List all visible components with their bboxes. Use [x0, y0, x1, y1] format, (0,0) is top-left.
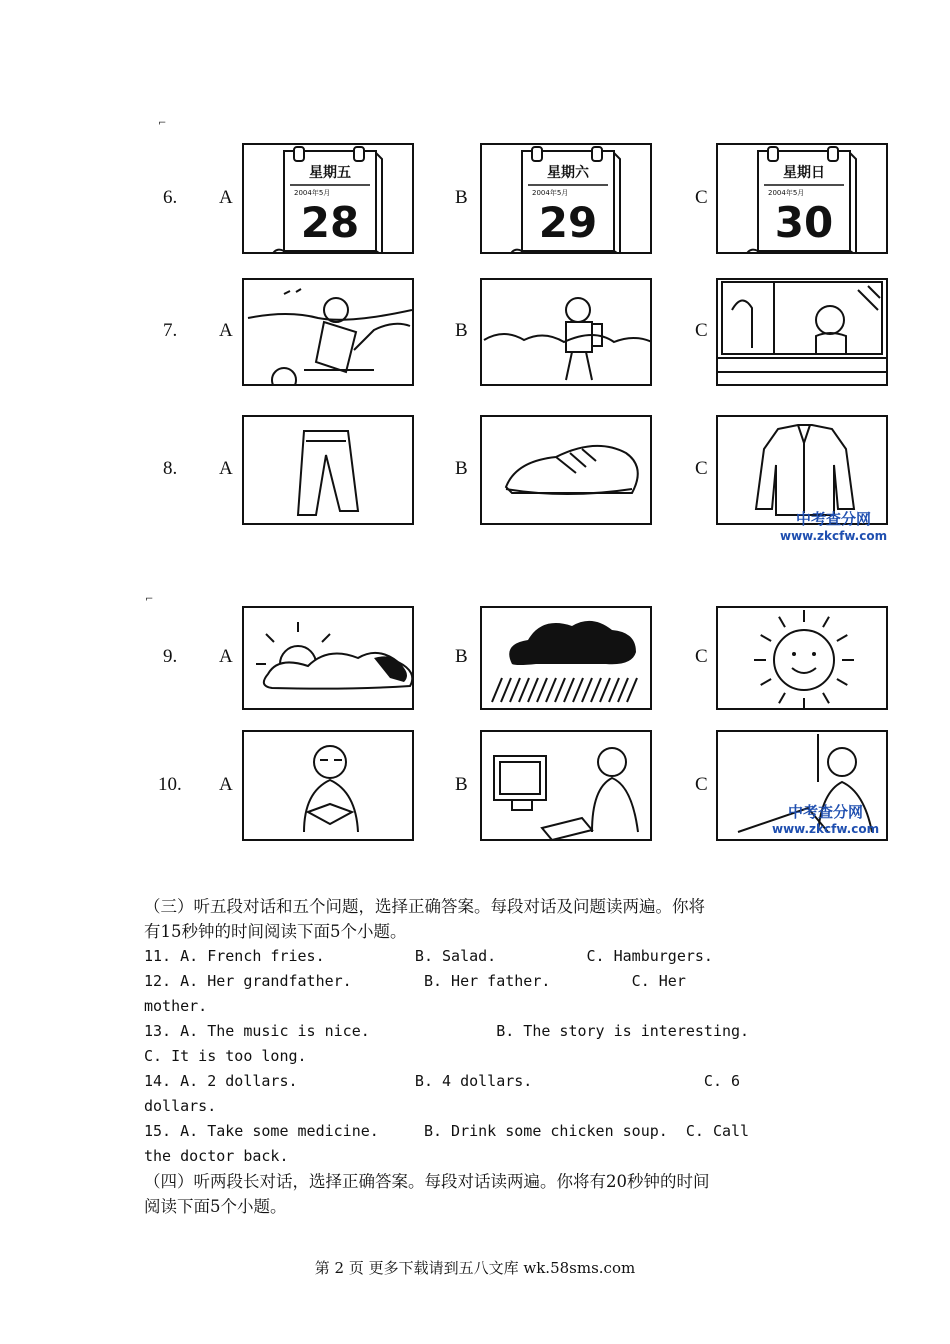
calendar-weekday: 星期六	[547, 165, 589, 181]
question-15-cont: the doctor back.	[144, 1147, 289, 1165]
calendar-month: 2004年5月	[294, 189, 331, 197]
calendar-weekday: 星期日	[783, 165, 825, 181]
option-letter: B	[455, 186, 468, 208]
section-4-intro-line: 阅读下面5个小题。	[144, 1197, 287, 1216]
option-letter: C	[695, 646, 708, 667]
corner-mark-mid: ⌐	[145, 594, 154, 605]
option-picture-calendar	[242, 143, 414, 254]
option-letter: A	[219, 458, 233, 479]
option-letter: A	[219, 320, 233, 341]
question-number: 7.	[163, 320, 178, 341]
question-14: 14. A. 2 dollars. B. 4 dollars. C. 6	[144, 1072, 741, 1090]
calendar-day: 30	[774, 198, 834, 247]
option-picture-calendar	[480, 143, 652, 254]
option-picture-sun-cloud	[242, 606, 414, 710]
option-letter: B	[455, 458, 468, 479]
question-number: 9.	[163, 646, 178, 667]
corner-mark-top: ⌐	[158, 118, 167, 129]
option-picture-boy-walk	[480, 278, 652, 386]
question-number: 6.	[163, 186, 178, 208]
question-13: 13. A. The music is nice. B. The story is interesting.	[144, 1022, 750, 1040]
option-letter: C	[695, 186, 708, 208]
option-letter: B	[455, 320, 468, 341]
option-letter: C	[695, 773, 708, 795]
question-13-cont: C. It is too long.	[144, 1047, 307, 1065]
option-picture-sun	[716, 606, 888, 710]
question-12: 12. A. Her grandfather. B. Her father. C. Her	[144, 972, 686, 990]
option-picture-shoes	[480, 415, 652, 525]
calendar-day: 28	[300, 198, 360, 247]
calendar-weekday: 星期五	[309, 165, 351, 181]
section-3-intro-line: （三）听五段对话和五个问题，选择正确答案。每段对话及问题读两遍。你将	[144, 897, 705, 916]
option-letter: A	[219, 773, 233, 795]
option-picture-computer	[480, 730, 652, 841]
calendar-day: 29	[538, 198, 598, 247]
question-15: 15. A. Take some medicine. B. Drink some chicken soup. C. Call	[144, 1122, 750, 1140]
option-picture-boy-bus	[716, 278, 888, 386]
section-4-intro-line: （四）听两段长对话，选择正确答案。每段对话读两遍。你将有20秒钟的时间	[144, 1172, 710, 1191]
option-letter: A	[219, 646, 233, 667]
watermark-2: 中考查分网 www.zkcfw.com	[772, 803, 880, 836]
option-picture-boy-bike	[242, 278, 414, 386]
option-letter: C	[695, 458, 708, 479]
question-14-cont: dollars.	[144, 1097, 217, 1115]
option-picture-reading	[242, 730, 414, 841]
section-3-intro-line: 有15秒钟的时间阅读下面5个小题。	[144, 922, 407, 941]
option-picture-pants	[242, 415, 414, 525]
question-11: 11. A. French fries. B. Salad. C. Hamburgers.	[144, 947, 713, 965]
option-letter: B	[455, 646, 468, 667]
option-letter: A	[219, 186, 233, 208]
question-number: 8.	[163, 458, 178, 479]
calendar-month: 2004年5月	[532, 189, 569, 197]
option-letter: B	[455, 773, 468, 795]
option-letter: C	[695, 320, 708, 341]
section-3	[144, 894, 804, 1219]
question-12-cont: mother.	[144, 997, 208, 1015]
question-number: 10.	[158, 773, 182, 795]
option-picture-calendar	[716, 143, 888, 254]
watermark-1: 中考查分网 www.zkcfw.com	[780, 510, 888, 543]
calendar-month: 2004年5月	[768, 189, 805, 197]
page-footer: 第 2 页 更多下载请到五八文库 wk.58sms.com	[314, 1259, 636, 1277]
option-picture-rain-cloud	[480, 606, 652, 710]
